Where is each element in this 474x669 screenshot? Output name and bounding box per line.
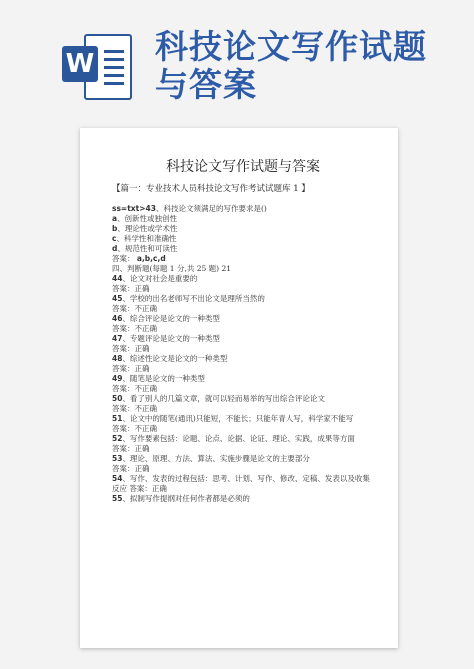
- word-document-icon: [62, 28, 130, 102]
- item-number: 51: [112, 414, 123, 423]
- item-number: 45: [112, 294, 123, 303]
- question-text: 、科技论文须满足的写作要求是(): [155, 204, 267, 213]
- question-item: [112, 274, 374, 294]
- option-text: 、规范性和可读性: [117, 244, 178, 253]
- document-body: [112, 156, 374, 504]
- item-text: 、论文中的随笔(通讯)只能短，不能长；只能年青人写，科学家不能写: [122, 414, 354, 423]
- question-item: [112, 334, 374, 354]
- item-answer: 答案：正确: [112, 444, 150, 453]
- option-text: 、理论性或学术性: [117, 224, 178, 233]
- item-question: [112, 274, 374, 284]
- item-text: 、看了别人的几篇文章，就可以轻而易举的写出综合评论论文: [122, 394, 325, 403]
- question-item: [112, 454, 374, 474]
- item-text: 、写作、发表的过程包括：思考、计划、写作、修改、定稿、发表以及收集反应: [112, 474, 370, 493]
- item-answer: 答案：正确: [112, 344, 150, 353]
- item-answer: 答案：不正确: [112, 384, 157, 393]
- item-question: [112, 334, 374, 344]
- option-letter: c: [112, 234, 117, 243]
- word-badge: W: [62, 46, 98, 82]
- document-subtitle: 【篇一：专业技术人员科技论文写作考试试题库 1 】: [112, 184, 310, 194]
- question-number: ss=txt>43: [112, 204, 156, 213]
- item-question: [112, 394, 374, 404]
- option-line: [112, 224, 374, 234]
- item-text: 、综合评论是论文的一种类型: [122, 314, 220, 323]
- option-letter: a: [112, 214, 118, 223]
- question-item: [112, 474, 374, 494]
- item-number: 53: [112, 454, 123, 463]
- question-item: [112, 354, 374, 374]
- item-question: [112, 294, 374, 304]
- mc-answer-line: [112, 254, 374, 264]
- item-question: [112, 474, 374, 494]
- item-text: 、专题评论是论文的一种类型: [122, 334, 220, 343]
- banner-title: 科技论文写作试题与答案: [155, 27, 427, 104]
- item-number: 48: [112, 354, 123, 363]
- item-number: 54: [112, 474, 123, 483]
- item-text: 、写作要素包括：论题、论点、论据、论证、理论、实践，成果等方面: [122, 434, 355, 443]
- question-item: [112, 314, 374, 334]
- item-text: 、学校的出名老师写不出论文是理所当然的: [122, 294, 265, 303]
- item-text: 、拟制写作提纲对任何作者都是必须的: [122, 494, 250, 503]
- option-line: [112, 244, 374, 254]
- item-answer: 答案：不正确: [112, 404, 157, 413]
- item-answer: 答案：不正确: [112, 304, 157, 313]
- question-item: [112, 394, 374, 414]
- item-question: [112, 354, 374, 364]
- question-item: [112, 494, 374, 504]
- item-answer: 答案：正确: [112, 284, 150, 293]
- item-number: 46: [112, 314, 123, 323]
- option-text: 、创新性或独创性: [117, 214, 178, 223]
- question-item: [112, 434, 374, 454]
- item-number: 49: [112, 374, 123, 383]
- item-question: [112, 434, 374, 444]
- question-item: [112, 294, 374, 314]
- item-answer: 答案：不正确: [112, 324, 157, 333]
- mc-answer-value: a,b,c,d: [136, 254, 166, 263]
- item-question: [112, 314, 374, 324]
- item-text: 、论文对社会是重要的: [122, 274, 198, 283]
- option-letter: d: [112, 244, 118, 253]
- question-item: [112, 374, 374, 394]
- item-text: 、综述性论文是论文的一种类型: [122, 354, 228, 363]
- item-answer: 答案：不正确: [112, 424, 157, 433]
- item-answer: 答案：正确: [112, 364, 150, 373]
- question-item: [112, 414, 374, 434]
- header-banner: [0, 0, 474, 120]
- question-line: [112, 204, 374, 214]
- option-text: 、科学性和准确性: [116, 234, 177, 243]
- item-number: 55: [112, 494, 123, 503]
- item-answer: 答案：正确: [112, 464, 150, 473]
- item-question: [112, 374, 374, 384]
- option-letter: b: [112, 224, 118, 233]
- option-line: [112, 214, 374, 224]
- item-question: [112, 414, 374, 424]
- item-text: 、理论、原理、方法、算法、实施步骤是论文的主要部分: [122, 454, 310, 463]
- item-number: 44: [112, 274, 123, 283]
- item-number: 50: [112, 394, 123, 403]
- document-page: [80, 128, 398, 648]
- item-question: [112, 454, 374, 464]
- mc-answer-label: 答案：: [112, 254, 135, 263]
- item-question: [112, 494, 374, 504]
- item-text: 、随笔是论文的一种类型: [122, 374, 205, 383]
- item-number: 52: [112, 434, 123, 443]
- section-heading: 四、判断题(每题 1 分,共 25 题) 21: [112, 264, 232, 273]
- item-answer: 答案：正确: [129, 484, 167, 493]
- item-number: 47: [112, 334, 123, 343]
- option-line: [112, 234, 374, 244]
- document-title: 科技论文写作试题与答案: [166, 159, 320, 175]
